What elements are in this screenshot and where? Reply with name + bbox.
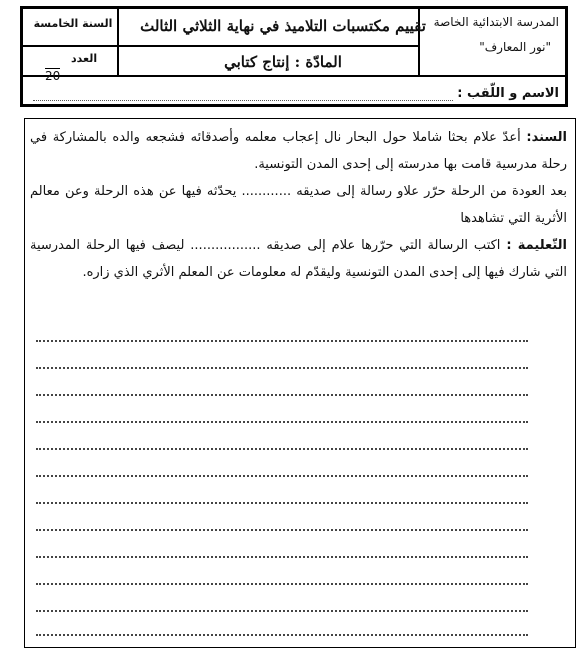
- instruction-paragraph: [30, 232, 567, 286]
- header-mid-divider: [23, 45, 418, 47]
- writing-line[interactable]: [36, 394, 528, 396]
- name-row: [33, 86, 559, 101]
- school-name: المدرسة الابتدائية الخاصة: [433, 15, 559, 29]
- writing-line[interactable]: [36, 421, 528, 423]
- school-subname: "نور المعارف": [479, 40, 551, 54]
- header-divider: [23, 75, 565, 77]
- sanad-paragraph: [30, 124, 567, 178]
- exam-title: تقييم مكتسبات التلاميذ في نهاية الثلاثي الثالث: [140, 17, 426, 35]
- prompt-text: [30, 124, 567, 286]
- sanad-text: أعدّ علام بحثا شاملا حول البحار نال إعجاب معلمه وأصدقائه فشجعه والده بالمشاركة في رحلة مدرسية قامت بها مدرسته إلى إحدى المدن التونسية.: [30, 130, 567, 172]
- exam-header: [20, 6, 568, 107]
- instruction-text: اكتب الرسالة التي حرّرها علام إلى صديقه ................. ليصف فيها الرحلة المدرسية التي شارك فيها إلى إحدى المدن التونسية وليقدّم له معلومات عن المعلم الأثري الذي زاره.: [30, 238, 567, 280]
- subject-label: المادّة : إنتاج كتابي: [224, 53, 342, 71]
- writing-line[interactable]: [36, 583, 528, 585]
- score-label: العدد: [71, 52, 98, 65]
- writing-line[interactable]: [36, 502, 528, 504]
- sanad-label: السند:: [526, 130, 567, 145]
- writing-line[interactable]: [36, 556, 528, 558]
- writing-line[interactable]: [36, 340, 528, 342]
- writing-line[interactable]: [36, 448, 528, 450]
- writing-line[interactable]: [36, 634, 528, 636]
- score-total: 20: [45, 69, 61, 83]
- writing-line[interactable]: [36, 610, 528, 612]
- writing-line[interactable]: [36, 475, 528, 477]
- grade-label: السنة الخامسة: [33, 17, 113, 30]
- instruction-label: التّعليمة :: [506, 238, 567, 253]
- header-col-divider-left: [117, 9, 119, 75]
- name-label: الاسم و اللّقب :: [457, 86, 559, 101]
- context-paragraph: بعد العودة من الرحلة حرّر علاو رسالة إلى صديقه ............ يحدّثه فيها عن هذه الرحلة وعن معالم الأثرية التي تشاهدها: [30, 184, 567, 226]
- writing-line[interactable]: [36, 529, 528, 531]
- name-field[interactable]: [33, 88, 453, 101]
- writing-line[interactable]: [36, 367, 528, 369]
